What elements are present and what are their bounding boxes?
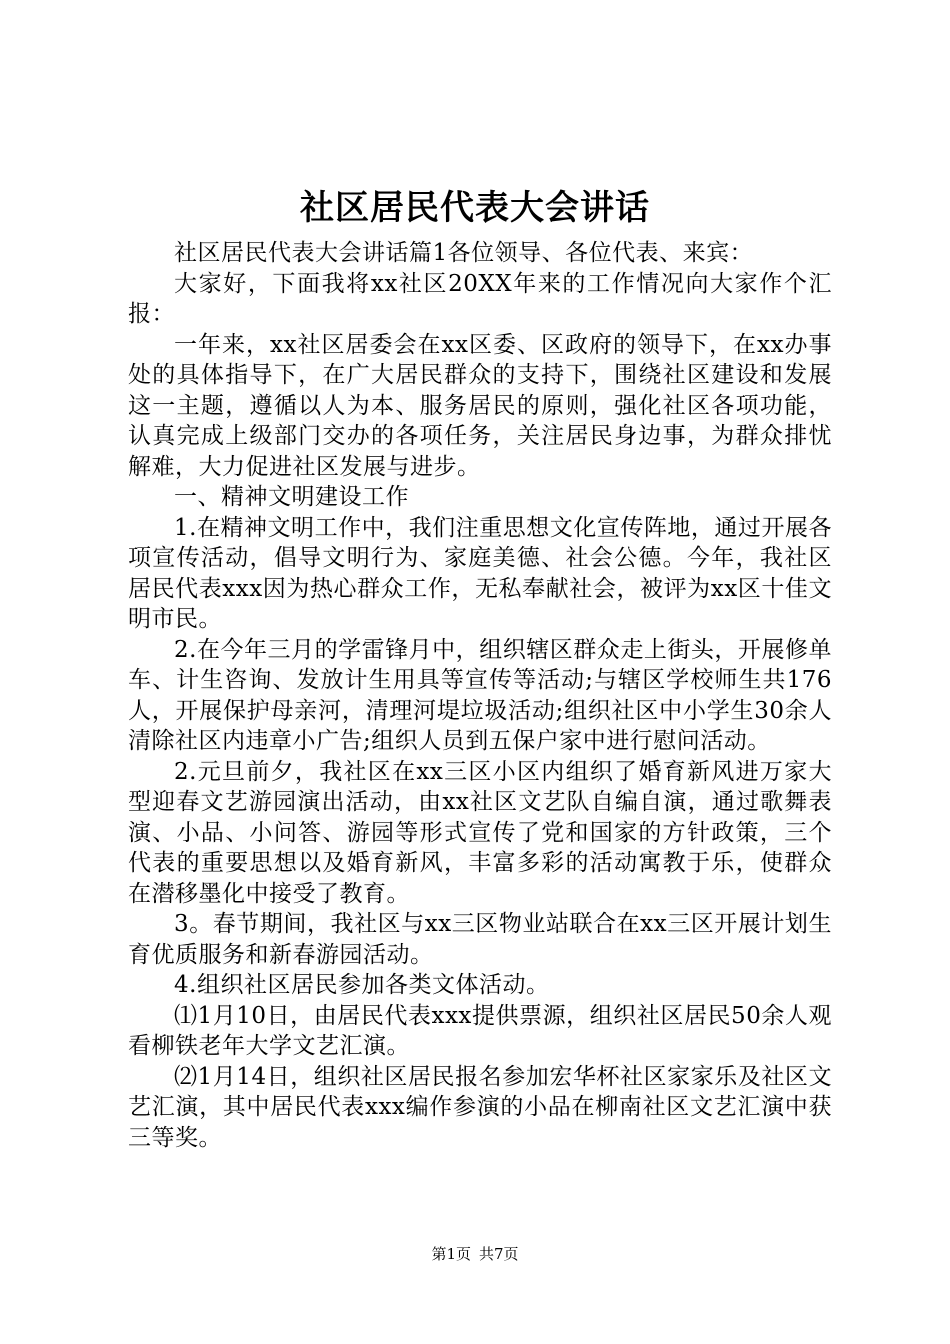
paragraph-subitem-2: ⑵1月14日，组织社区居民报名参加宏华杯社区家家乐及社区文艺汇演，其中居民代表xxx编作参演的小品在柳南社区文艺汇演中获三等奖。 <box>128 1063 832 1151</box>
paragraph-subitem-1: ⑴1月10日，由居民代表xxx提供票源，组织社区居民50余人观看柳铁老年大学文艺汇演。 <box>128 1002 832 1059</box>
page-total: 共7页 <box>479 1245 519 1263</box>
section-heading: 一、精神文明建设工作 <box>174 484 409 510</box>
paragraph-item-2b: 2.元旦前夕，我社区在xx三区小区内组织了婚育新风进万家大型迎春文艺游园演出活动，由xx社区文艺队自编自演，通过歌舞表演、小品、小问答、游园等形式宣传了党和国家的方针政策，三个代表的重要思想以及婚育新风，丰富多彩的活动寓教于乐，使群众在潜移墨化中接受了教育。 <box>128 758 832 907</box>
document-title: 社区居民代表大会讲话 <box>300 188 650 228</box>
paragraph-item-3: 3。春节期间，我社区与xx三区物业站联合在xx三区开展计划生育优质服务和新春游园活动。 <box>128 911 832 968</box>
paragraph-overview: 一年来，xx社区居委会在xx区委、区政府的领导下，在xx办事处的具体指导下，在广大居民群众的支持下，围绕社区建设和发展这一主题，遵循以人为本、服务居民的原则，强化社区各项功能，认真完成上级部门交办的各项任务，关注居民身边事，为群众排忧解难，大力促进社区发展与进步。 <box>128 331 832 480</box>
paragraph-intro: 大家好，下面我将xx社区20XX年来的工作情况向大家作个汇报： <box>128 270 832 327</box>
paragraph-greeting: 社区居民代表大会讲话篇1各位领导、各位代表、来宾： <box>174 240 754 266</box>
paragraph-item-1: 1.在精神文明工作中，我们注重思想文化宣传阵地，通过开展各项宣传活动，倡导文明行为、家庭美德、社会公德。今年，我社区居民代表xxx因为热心群众工作，无私奉献社会，被评为xx区十佳文明市民。 <box>128 514 832 632</box>
paragraph-item-2: 2.在今年三月的学雷锋月中，组织辖区群众走上街头，开展修单车、计生咨询、发放计生用具等宣传等活动;与辖区学校师生共176人，开展保护母亲河，清理河堤垃圾活动;组织社区中小学生30余人清除社区内违章小广告;组织人员到五保户家中进行慰问活动。 <box>128 636 832 754</box>
page-number: 第1页 <box>431 1245 471 1263</box>
paragraph-item-4: 4.组织社区居民参加各类文体活动。 <box>174 972 550 998</box>
document-body <box>128 238 832 1153</box>
page-footer <box>0 1244 950 1264</box>
